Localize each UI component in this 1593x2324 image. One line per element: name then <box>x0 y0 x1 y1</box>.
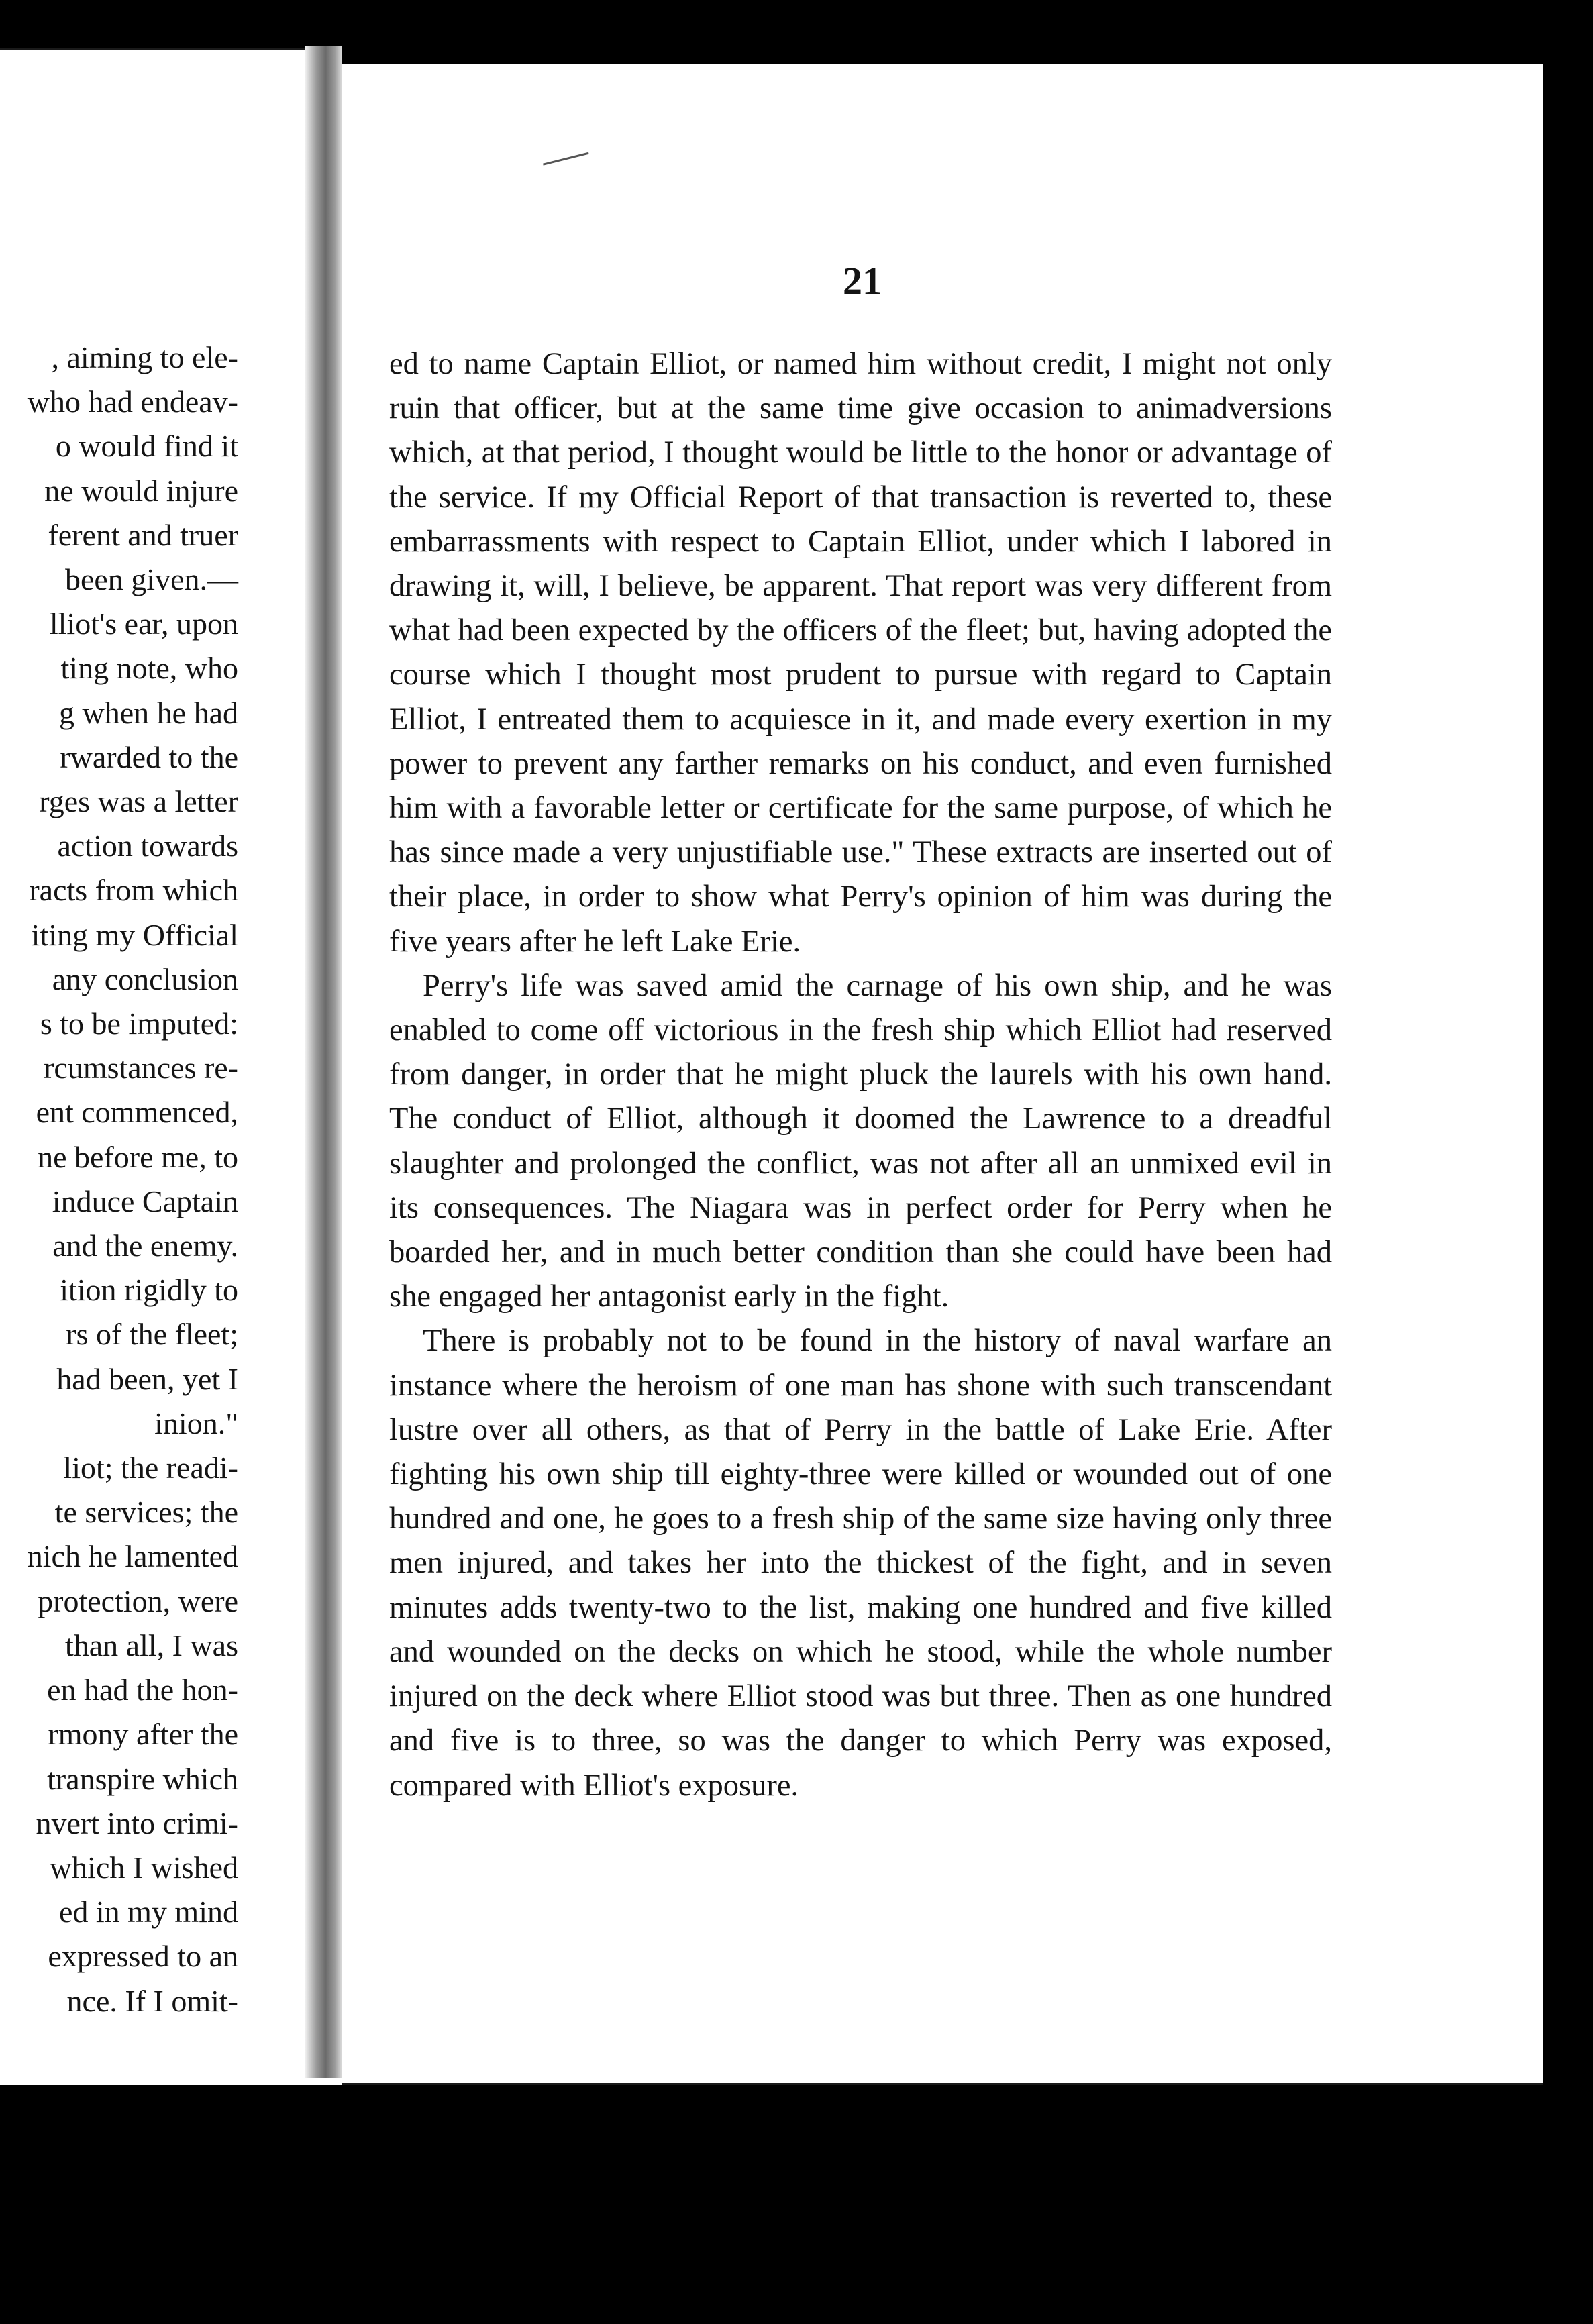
scan-border-top <box>305 0 1593 67</box>
scan-border-top-left <box>0 0 305 48</box>
left-page-line: than all, I was <box>64 1628 238 1662</box>
left-page-line: any conclusion <box>52 961 238 996</box>
left-page-line: lliot's ear, upon <box>49 606 238 641</box>
left-page-line: racts from which <box>29 873 238 908</box>
left-page-line: , aiming to ele- <box>51 340 238 374</box>
left-page-line: nce. If I omit- <box>66 1983 238 2018</box>
book-gutter <box>305 46 342 2078</box>
scan-border-right <box>1543 67 1593 2324</box>
page-body <box>389 342 1332 1808</box>
left-page-line: induce Captain <box>52 1183 238 1218</box>
left-page-line: and the enemy. <box>52 1228 238 1263</box>
left-page-line: te services; the <box>54 1495 238 1530</box>
left-page-line: nvert into crimi- <box>36 1805 238 1840</box>
left-page-line: ition rigidly to <box>60 1273 238 1308</box>
paragraph-1: ed to name Captain Elliot, or named him without credit, I might not only ruin that officer, but at the same time give occasion to animadversions which, at that period, I thought would be little to the honor or advantage of the service. If my Official Report of that transaction is reverted to, these embarrassments with respect to Captain Elliot, under which I labored in drawing it, will, I believe, be apparent. That report was very different from what had been expected by the officers of the fleet; but, having adopted the course which I thought most prudent to pursue with regard to Captain Elliot, I entreated them to acquiesce in it, and made every exertion in my power to prevent any farther remarks on his conduct, and even furnished him with a favorable letter or certificate for the same purpose, of which he has since made a very unjustifiable use." These extracts are inserted out of their place, in order to show what Perry's opinion of him was during the five years after he left Lake Erie. <box>389 347 1332 959</box>
left-page-line: ting note, who <box>60 651 238 686</box>
left-page-line: which I wished <box>49 1850 238 1885</box>
left-page-line: ferent and truer <box>48 517 238 552</box>
left-page-line: ent commenced, <box>36 1095 238 1130</box>
scan-border-bottom <box>0 2085 1593 2324</box>
left-page <box>0 48 305 2091</box>
paragraph-3: There is probably not to be found in the history of naval warfare an instance where the heroism of one man has shone with such transcendant lustre over all others, as that of Perry in the battle of Lake Erie. After fighting his own ship till eighty-three were killed or wounded out of one hundred and one, he goes to a fresh ship of the same size having only three men injured, and takes her into the thickest of the fight, and in seven minutes adds twenty-two to the list, making one hundred and five killed and wounded on the decks on which he stood, while the whole number injured on the deck where Elliot stood was but three. Then as one hundred and five is to three, so was the danger to which Perry was exposed, compared with Elliot's exposure. <box>389 1324 1332 1803</box>
left-page-line: action towards <box>57 829 238 863</box>
left-page-line: rmony after the <box>48 1717 238 1752</box>
left-page-line: liot; the readi- <box>63 1450 238 1485</box>
left-page-line: had been, yet I <box>56 1361 238 1396</box>
left-page-line: s to be imputed: <box>40 1006 238 1041</box>
left-page-line: ne before me, to <box>38 1139 238 1174</box>
left-page-line: inion." <box>154 1406 238 1440</box>
left-page-line: g when he had <box>59 695 238 730</box>
left-page-line: rges was a letter <box>39 784 238 819</box>
left-page-text <box>0 335 238 2023</box>
left-page-line: rs of the fleet; <box>66 1317 238 1352</box>
left-page-line: iting my Official <box>31 917 238 952</box>
left-page-line: nich he lamented <box>27 1539 238 1574</box>
left-page-line: o would find it <box>55 429 238 464</box>
left-page-line: expressed to an <box>48 1939 238 1974</box>
paragraph-2: Perry's life was saved amid the carnage of his own ship, and he was enabled to come off victorious in the fresh ship which Elliot had reserved from danger, in order that he might pluck the laurels with his own hand. The conduct of Elliot, although it doomed the Lawrence to a dreadful slaughter and prolonged the conflict, was not after all an unmixed evil in its consequences. The Niagara was in perfect order for Perry when he boarded her, and in much better condition than she could have been had she engaged her antagonist early in the fight. <box>389 968 1332 1314</box>
page-number: 21 <box>843 259 882 303</box>
left-page-line: ed in my mind <box>58 1895 238 1930</box>
left-page-line: been given.— <box>64 562 238 597</box>
left-page-line: who had endeav- <box>27 384 238 419</box>
left-page-line: rwarded to the <box>60 739 238 774</box>
left-page-line: ne would injure <box>44 473 238 508</box>
left-page-line: rcumstances re- <box>44 1051 238 1086</box>
left-page-line: protection, were <box>38 1583 238 1618</box>
left-page-line: transpire which <box>47 1761 238 1796</box>
left-page-line: en had the hon- <box>47 1673 238 1707</box>
